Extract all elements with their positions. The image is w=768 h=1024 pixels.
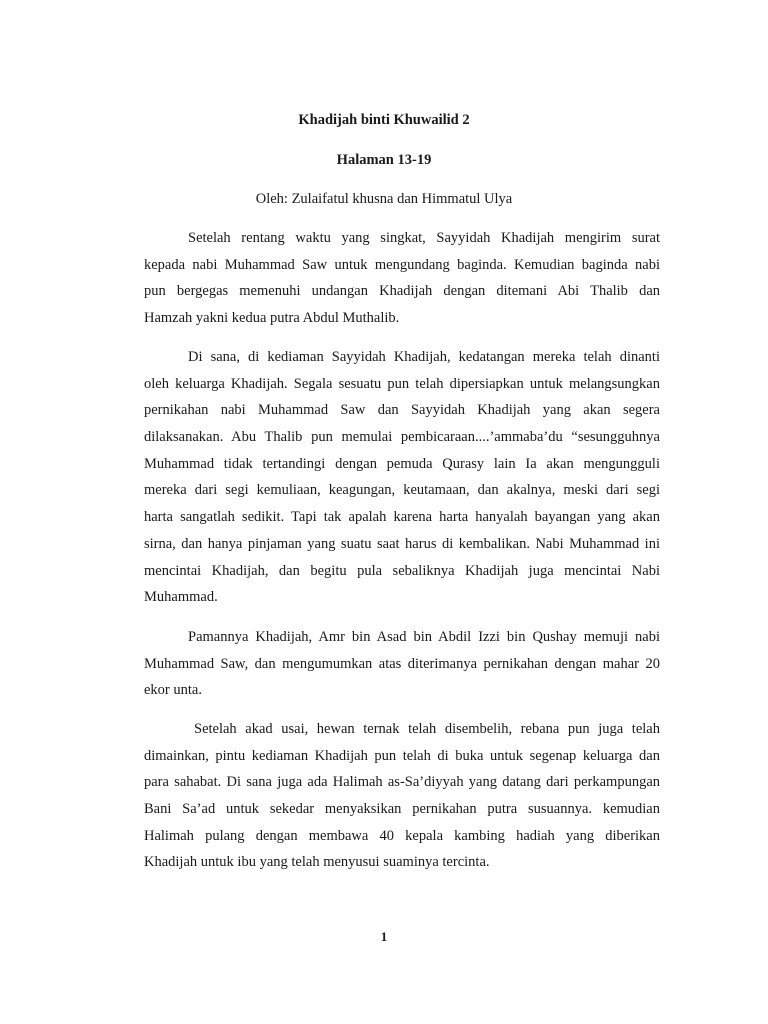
- paragraph-line: kepada nabi Muhammad Saw untuk mengundang baginda. Kemudian baginda nabi: [144, 256, 660, 273]
- page-number: 1: [380, 929, 388, 944]
- paragraph-1: [144, 225, 660, 332]
- paragraph-3: [144, 624, 660, 704]
- paragraph-line: mereka dari segi kemuliaan, keagungan, keutamaan, dan akalnya, meski dari segi: [144, 482, 660, 499]
- paragraph-line: dilaksanakan. Abu Thalib pun memulai pembicaraan....’ammaba’du “sesungguhnya: [144, 429, 660, 446]
- paragraph-line: Muhammad.: [144, 589, 218, 606]
- paragraph-line: mencintai Khadijah, dan begitu pula sebaliknya Khadijah juga mencintai Nabi: [144, 562, 660, 579]
- paragraph-line: Muhammad tidak tertandingi dengan pemuda Qurasy lain Ia akan mengungguli: [144, 455, 660, 472]
- paragraph-4: [144, 716, 660, 876]
- document-title: Khadijah binti Khuwailid 2: [298, 112, 470, 128]
- paragraph-line: Setelah akad usai, hewan ternak telah disembelih, rebana pun juga telah: [194, 721, 660, 737]
- paragraph-line: dimainkan, pintu kediaman Khadijah pun telah di buka untuk segenap keluarga dan: [144, 747, 660, 764]
- paragraph-line: Di sana, di kediaman Sayyidah Khadijah, kedatangan mereka telah dinanti: [188, 349, 660, 365]
- paragraph-line: pernikahan nabi Muhammad Saw dan Sayyidah Khadijah yang akan segera: [144, 402, 660, 419]
- paragraph-line: harta sangatlah sedikit. Tapi tak apalah karena harta hanyalah bayangan yang akan: [144, 509, 660, 526]
- paragraph-line: Muhammad Saw, dan mengumumkan atas diterimanya pernikahan dengan mahar 20: [144, 655, 660, 672]
- paragraph-line: Khadijah untuk ibu yang telah menyusui suaminya tercinta.: [144, 854, 490, 871]
- paragraph-line: ekor unta.: [144, 682, 202, 699]
- paragraph-line: Pamannya Khadijah, Amr bin Asad bin Abdil Izzi bin Qushay memuji nabi: [188, 629, 660, 645]
- page-range-subtitle: Halaman 13-19: [336, 152, 432, 168]
- paragraph-line: Setelah rentang waktu yang singkat, Sayyidah Khadijah mengirim surat: [188, 230, 660, 246]
- paragraph-line: Hamzah yakni kedua putra Abdul Muthalib.: [144, 310, 400, 327]
- author-line: Oleh: Zulaifatul khusna dan Himmatul Ulya: [255, 191, 513, 207]
- paragraph-line: sirna, dan hanya pinjaman yang suatu saat harus di kembalikan. Nabi Muhammad ini: [144, 535, 660, 552]
- paragraph-line: oleh keluarga Khadijah. Segala sesuatu pun telah dipersiapkan untuk melangsungkan: [144, 375, 660, 392]
- paragraph-line: para sahabat. Di sana juga ada Halimah as-Sa’diyyah yang datang dari perkampungan: [144, 774, 660, 791]
- paragraph-line: Bani Sa’ad untuk sekedar menyaksikan pernikahan putra susuannya. kemudian: [144, 801, 660, 818]
- paragraph-line: pun bergegas memenuhi undangan Khadijah dengan ditemani Abi Thalib dan: [144, 283, 660, 300]
- paragraph-2: [144, 344, 660, 611]
- paragraph-line: Halimah pulang dengan membawa 40 kepala kambing hadiah yang diberikan: [144, 827, 660, 844]
